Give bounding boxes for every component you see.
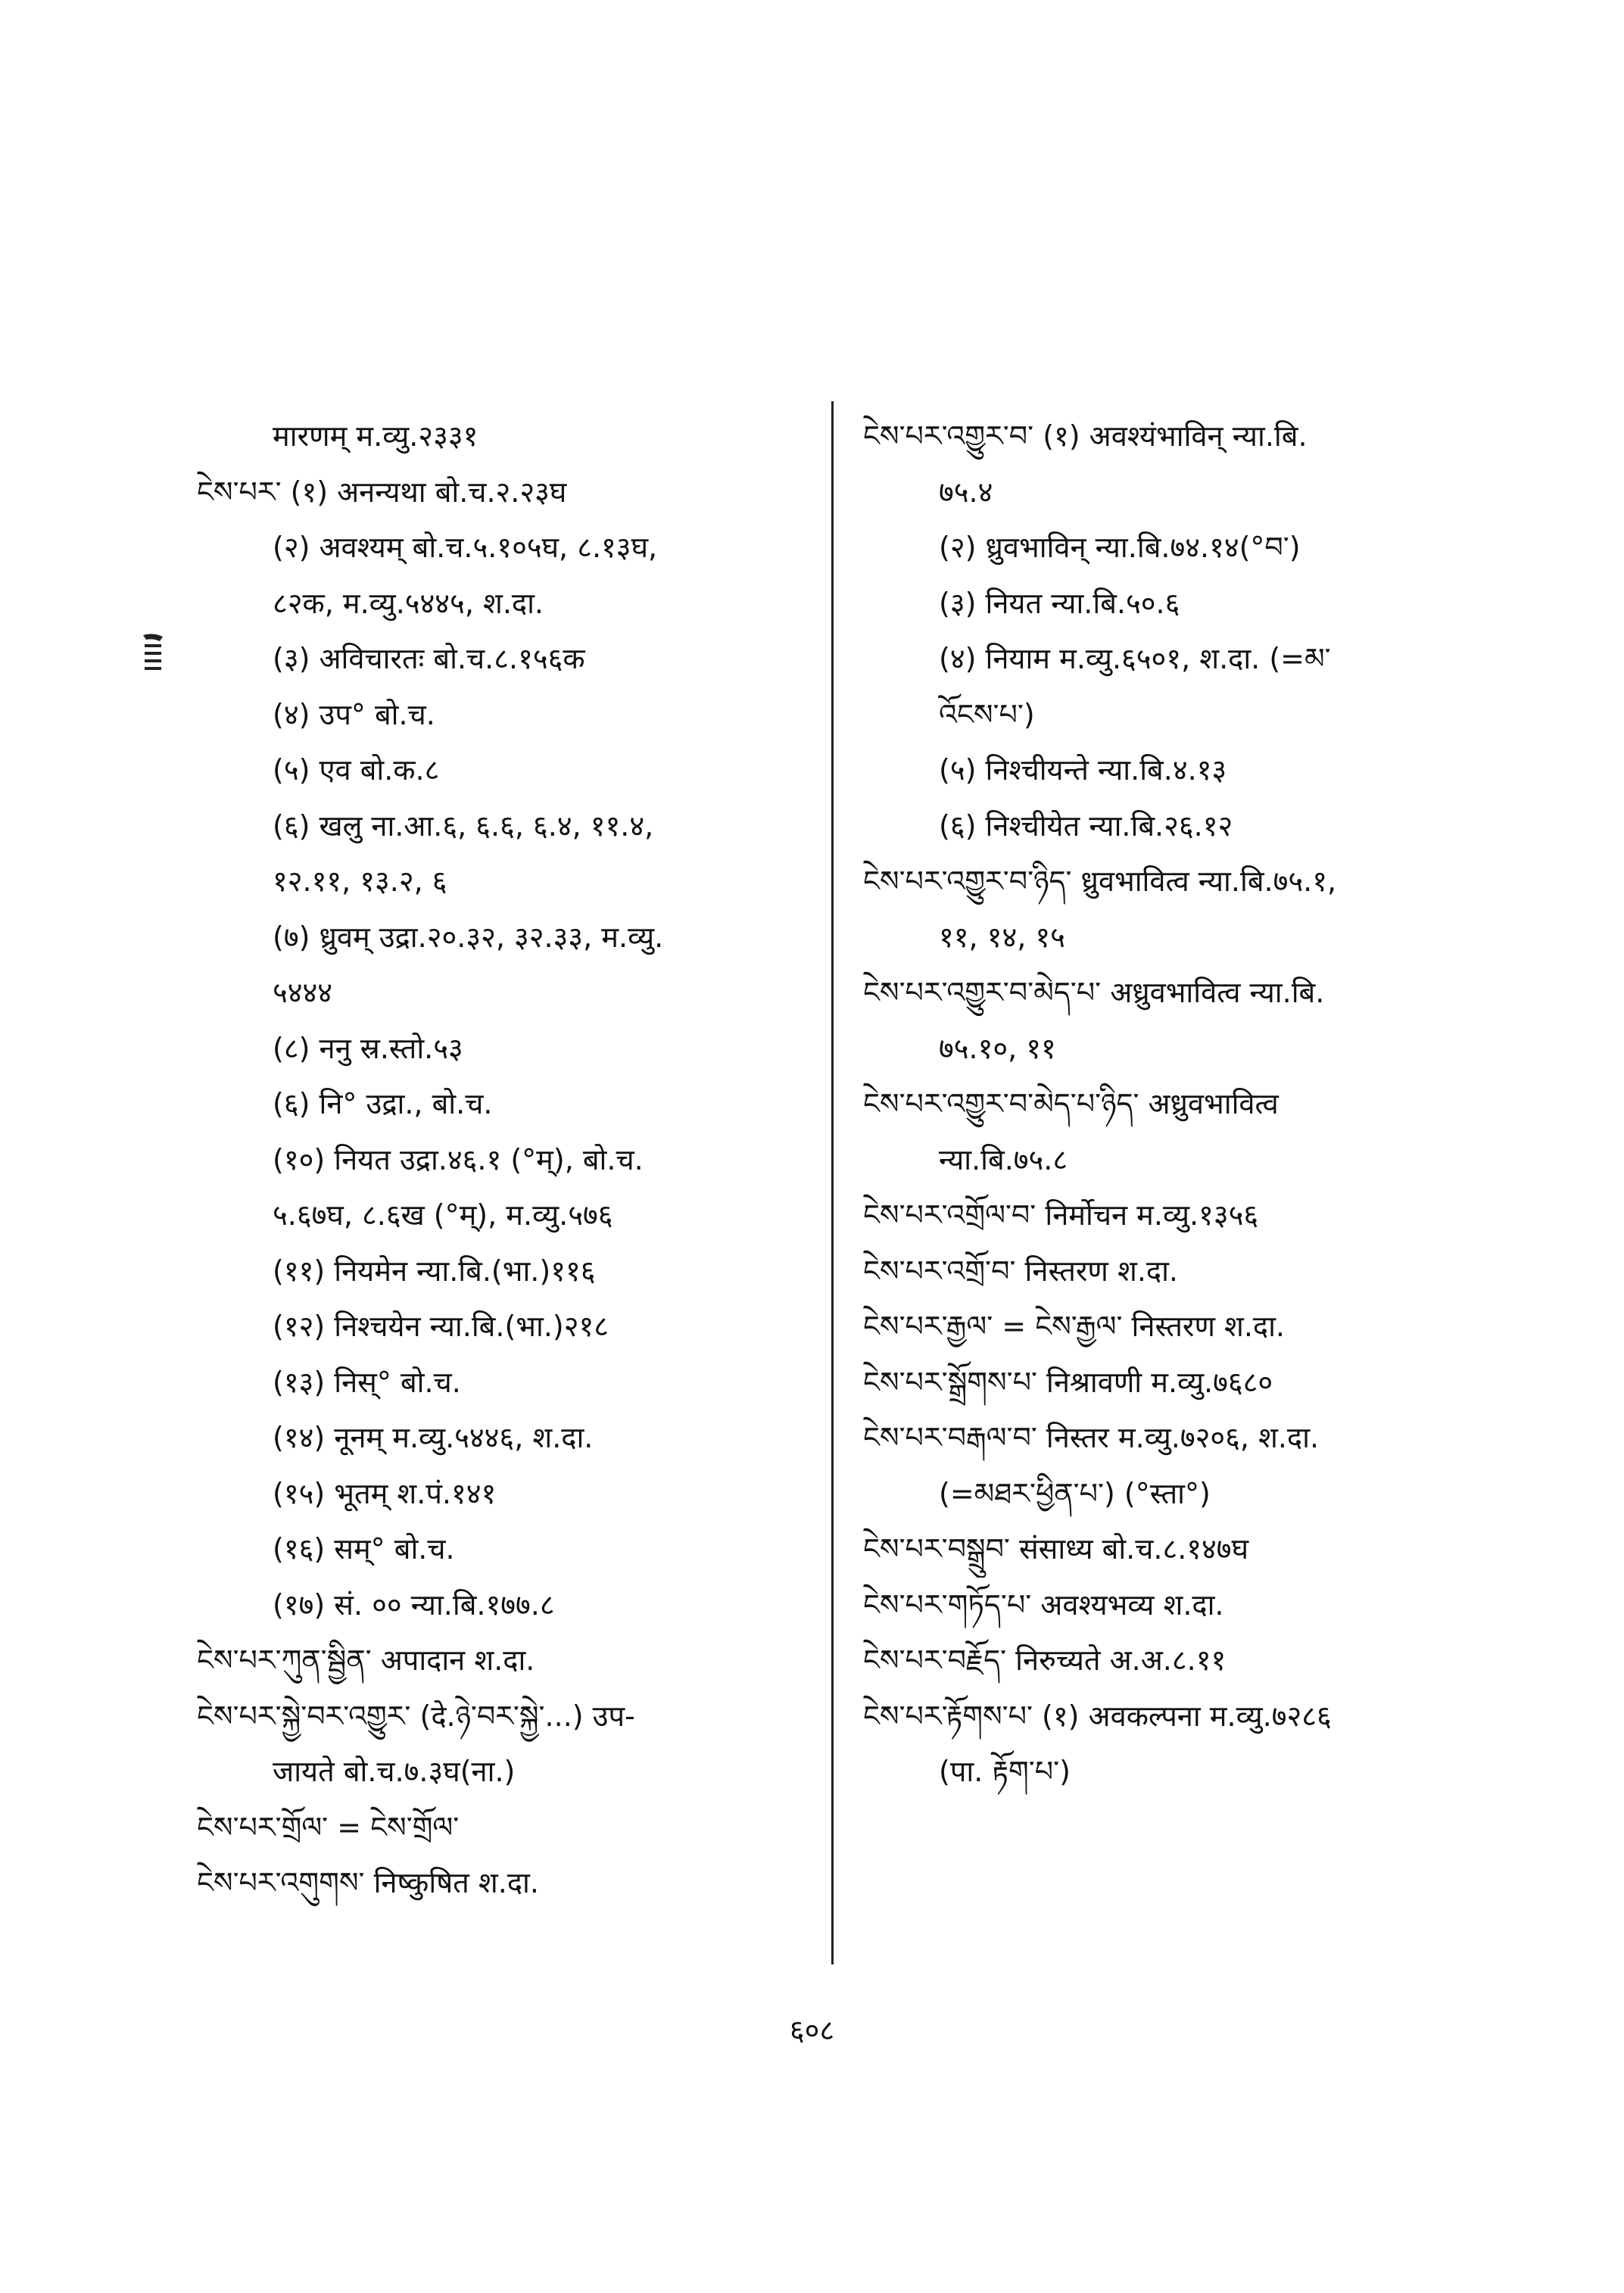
entry-continuation-line: ७५.४ bbox=[939, 475, 993, 509]
entry-continuation-line: न्या.बि.७५.८ bbox=[939, 1142, 1068, 1176]
entry-continuation-line: འོངས་པ་) bbox=[939, 697, 1035, 731]
entry-headword-line: ངེས་པར་སྐྱེ་བར་འགྱུར་ (दे.ཉེ་བར་སྐྱེ་...) उप- bbox=[197, 1699, 635, 1733]
entry-headword-line: ངེས་པར་འགྱུར་བ་མེད་པ་ཉིད་ अध्रुवभावित्व bbox=[863, 1087, 1279, 1120]
entry-continuation-line: ८२क, म.व्यु.५४४५, श.दा. bbox=[273, 586, 544, 620]
entry-continuation-line: (१२) निश्चयेन न्या.बि.(भा.)२१८ bbox=[273, 1310, 609, 1343]
entry-headword-line: ངེས་པར་གྲོལ་ = ངེས་གྲོལ་ bbox=[197, 1810, 460, 1844]
entry-headword-line: ངེས་པར་གཏོད་པ་ अवश्यभव्य श.दा. bbox=[863, 1587, 1224, 1622]
entry-continuation-line: (५) निश्चीयन्ते न्या.बि.४.१३ bbox=[939, 753, 1227, 787]
entry-continuation-line: (४) उप° बो.च. bbox=[273, 697, 435, 731]
entry-headword-line: ངེས་པར་བརྒལ་བ་ निस्तर म.व्यु.७२०६, श.दा. bbox=[863, 1421, 1320, 1454]
entry-continuation-line: (पा. རྟོག་པ་) bbox=[939, 1755, 1071, 1788]
entry-continuation-line: (५) एव बो.क.८ bbox=[273, 753, 440, 787]
column-divider bbox=[831, 401, 834, 1964]
entry-headword-line: ངེས་པར་བསྒྲུབ་ संसाध्य बो.च.८.१४७घ bbox=[863, 1532, 1249, 1566]
entry-continuation-line: (२) अवश्यम् बो.च.५.१०५घ, ८.१३घ, bbox=[273, 531, 658, 564]
entry-headword-line: ངེས་པར་ (१) अनन्यथा बो.च.२.२३घ bbox=[197, 475, 567, 509]
entry-continuation-line: (६) खलु ना.आ.६, ६.६, ६.४, ११.४, bbox=[273, 808, 654, 843]
entry-headword-line: ངེས་པར་འགྲོ་བ་ निस्तरण श.दा. bbox=[863, 1254, 1179, 1288]
entry-continuation-line: (३) अविचारतः बो.च.८.१५६क bbox=[273, 642, 585, 675]
margin-mark-icon bbox=[140, 632, 166, 676]
entry-continuation-line: (१६) सम्° बो.च. bbox=[273, 1532, 455, 1566]
entry-headword-line: ངེས་པར་འགྱུར་བ་མེད་པ་ अध्रुवभावित्व न्या.बि. bbox=[863, 976, 1325, 1009]
entry-headword-line: ངེས་པར་འགུགས་ निष्कुषित श.दा. bbox=[197, 1866, 539, 1899]
entry-continuation-line: १२.११, १३.२, ६ bbox=[273, 865, 447, 898]
entry-continuation-line: ११, १४, १५ bbox=[939, 920, 1065, 954]
entry-headword-line: ངེས་པར་རྟོགས་པ་ (१) अवकल्पना म.व्यु.७२८६ bbox=[863, 1699, 1332, 1733]
entry-continuation-line: (२) ध्रुवभाविन् न्या.बि.७४.१४(°བ་) bbox=[939, 531, 1301, 564]
entry-continuation-line: (४) नियाम म.व्यु.६५०१, श.दा. (=མ་ bbox=[939, 642, 1331, 675]
entry-continuation-line: ५४४४ bbox=[273, 976, 333, 1009]
entry-continuation-line: (१५) भूतम् श.पं.१४१ bbox=[273, 1476, 497, 1510]
entry-continuation-line: (८) ननु स्र.स्तो.५३ bbox=[273, 1031, 463, 1065]
right-column bbox=[863, 409, 1492, 1800]
entry-continuation-line: (६) नि° उद्रा., बो.च. bbox=[273, 1087, 493, 1120]
entry-continuation-line: ७५.१०, ११ bbox=[939, 1031, 1056, 1065]
entry-headword-line: ངེས་པར་ཀུན་སྦྱིན་ अपादान श.दा. bbox=[197, 1643, 535, 1677]
entry-headword-line: ངེས་པར་འགྱུར་བ་ (१) अवश्यंभाविन् न्या.बि. bbox=[863, 419, 1308, 453]
entry-continuation-line: (१७) सं. ०० न्या.बि.१७७.८ bbox=[273, 1587, 555, 1622]
page-number: ६०८ bbox=[789, 2014, 835, 2047]
entry-headword-line: ངེས་པར་འགྱུར་བ་ཉིད་ ध्रुवभावित्व न्या.बि.७५.१, bbox=[863, 865, 1337, 898]
entry-continuation-line: (११) नियमेन न्या.बि.(भा.)११६ bbox=[273, 1254, 596, 1288]
entry-headword-line: ངེས་པར་འགྲོལ་བ་ निर्मोचन म.व्यु.१३५६ bbox=[863, 1198, 1259, 1232]
entry-continuation-line: (१०) नियत उद्रा.४६.१ (°म्), बो.च. bbox=[273, 1142, 644, 1176]
entry-headword-line: ངེས་པར་བརྗོད་ निरुच्यते अ.अ.८.११ bbox=[863, 1643, 1227, 1677]
left-column bbox=[197, 409, 803, 1911]
entry-continuation-line: (७) ध्रुवम् उद्रा.२०.३२, ३२.३३, म.व्यु. bbox=[273, 920, 664, 954]
entry-headword-line: ངེས་པར་རྒྱལ་ = ངེས་རྒྱལ་ निस्तरण श.दा. bbox=[863, 1310, 1286, 1343]
entry-continuation-line: (=མཐར་ཕྱིན་པ་) (°स्ता°) bbox=[939, 1476, 1211, 1510]
entry-continuation-line: (६) निश्चीयेत न्या.बि.२६.१२ bbox=[939, 808, 1233, 843]
entry-continuation-line: (३) नियत न्या.बि.५०.६ bbox=[939, 586, 1180, 620]
entry-continuation-line: मारणम् म.व्यु.२३३१ bbox=[273, 419, 478, 453]
entry-continuation-line: (१३) निस्° बो.च. bbox=[273, 1365, 461, 1399]
entry-headword-line: ངེས་པར་སྒྲོགས་པ་ निश्रावणी म.व्यु.७६८० bbox=[863, 1365, 1273, 1399]
entry-continuation-line: ५.६७घ, ८.६ख (°म्), म.व्यु.५७६ bbox=[273, 1198, 613, 1232]
entry-continuation-line: (१४) नूनम् म.व्यु.५४४६, श.दा. bbox=[273, 1421, 594, 1454]
entry-continuation-line: जायते बो.च.७.३घ(ना.) bbox=[273, 1755, 516, 1788]
